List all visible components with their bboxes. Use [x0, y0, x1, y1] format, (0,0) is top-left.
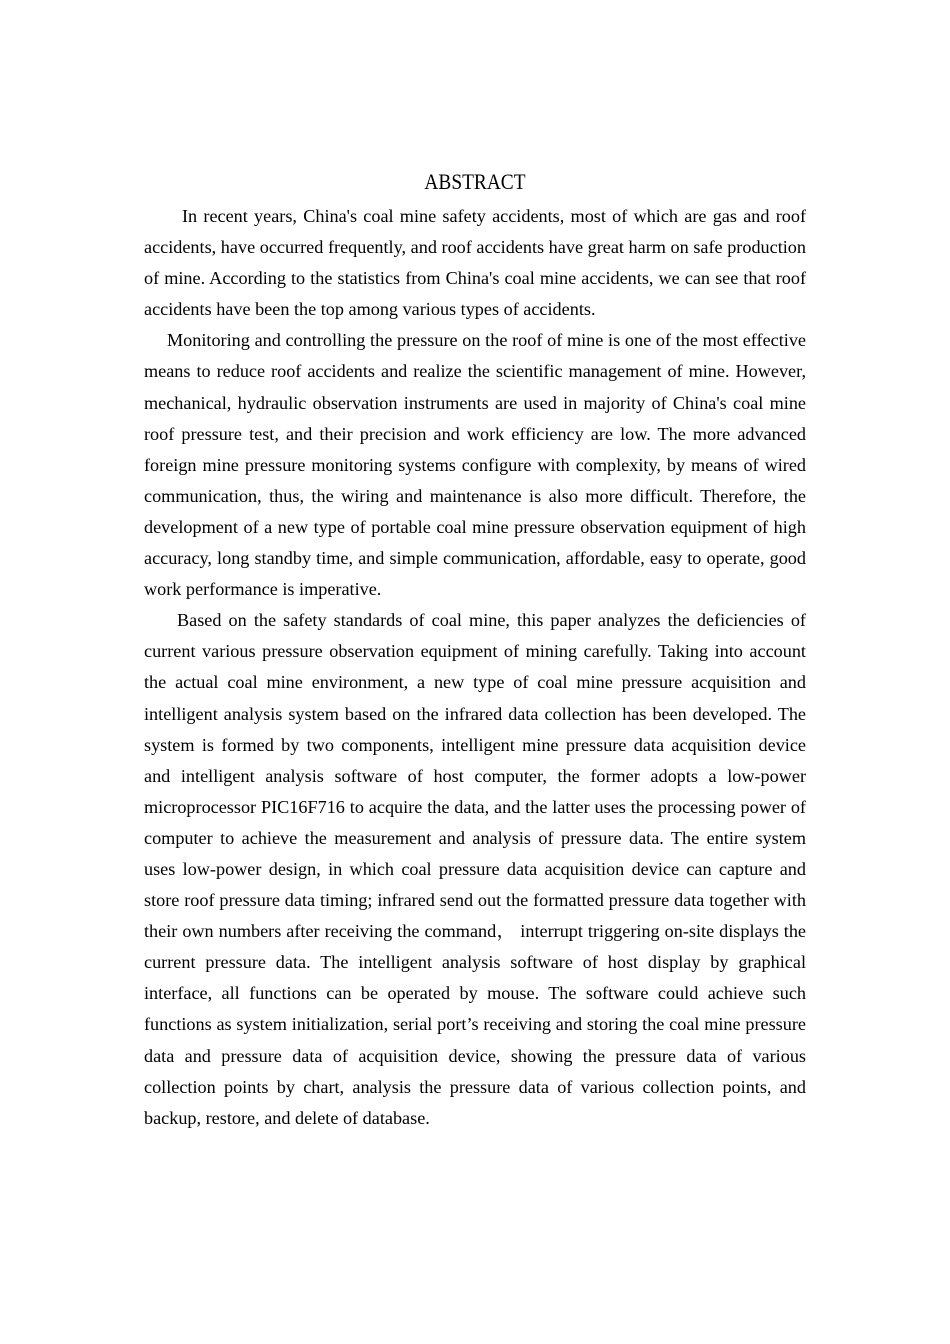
abstract-paragraph-1: In recent years, China's coal mine safety accidents, most of which are gas and roof accidents, have occurred frequently, and roof accidents have great harm on safe production of mine. According to the statistics from China's coal mine accidents, we can see that roof accidents have been the top among various types of accidents.	[144, 206, 806, 320]
abstract-paragraph-3: Based on the safety standards of coal mine, this paper analyzes the deficiencies of current various pressure observation equipment of mining carefully. Taking into account the actual coal mine environment, a new type of coal mine pressure acquisition and intelligent analysis system based on the infrared data collection has been developed. The system is formed by two components, intelligent mine pressure data acquisition device and intelligent analysis software of host computer, the former adopts a low-power microprocessor PIC16F716 to acquire the data, and the latter uses the processing power of computer to achieve the measurement and analysis of pressure data. The entire system uses low-power design, in which coal pressure data acquisition device can capture and store roof pressure data timing; infrared send out the formatted pressure data together with their own numbers after receiving the command， interrupt triggering on-site displays the current pressure data. The intelligent analysis software of host display by graphical interface, all functions can be operated by mouse. The software could achieve such functions as system initialization, serial port’s receiving and storing the coal mine pressure data and pressure data of acquisition device, showing the pressure data of various collection points by chart, analysis the pressure data of various collection points, and backup, restore, and delete of database.	[144, 610, 806, 1128]
abstract-paragraph-2: Monitoring and controlling the pressure on the roof of mine is one of the most effective means to reduce roof accidents and realize the scientific management of mine. However, mechanical, hydraulic observation instruments are used in majority of China's coal mine roof pressure test, and their precision and work efficiency are low. The more advanced foreign mine pressure monitoring systems configure with complexity, by means of wired communication, thus, the wiring and maintenance is also more difficult. Therefore, the development of a new type of portable coal mine pressure observation equipment of high accuracy, long standby time, and simple communication, affordable, easy to operate, good work performance is imperative.	[144, 330, 806, 600]
abstract-heading: ABSTRACT	[424, 169, 526, 194]
abstract-body	[144, 201, 806, 1134]
